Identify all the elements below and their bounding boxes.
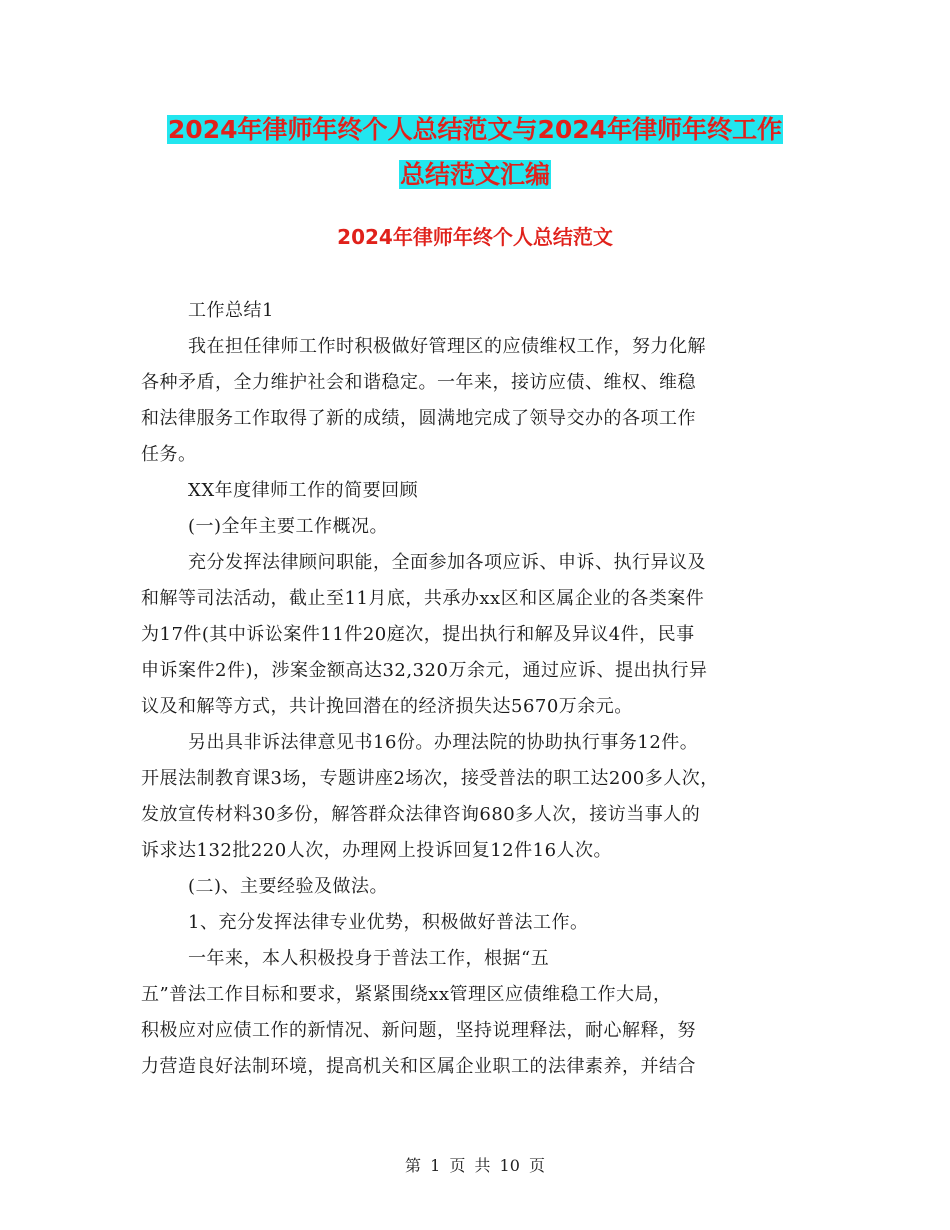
paragraph-line: 议及和解等方式，共计挽回潜在的经济损失达5670万余元。 bbox=[141, 696, 633, 717]
page-footer: 第 1 页 共 10 页 bbox=[405, 1156, 545, 1175]
document-title-highlight-1: 2024年律师年终个人总结范文与2024年律师年终工作 bbox=[167, 115, 783, 144]
paragraph-line: 充分发挥法律顾问职能，全面参加各项应诉、申诉、执行异议及 bbox=[188, 552, 706, 573]
paragraph-line: 积极应对应债工作的新情况、新问题，坚持说理释法，耐心解释，努 bbox=[141, 1020, 696, 1041]
paragraph-line: XX年度律师工作的简要回顾 bbox=[188, 480, 419, 501]
document-body bbox=[141, 293, 821, 1085]
paragraph-line: 开展法制教育课3场，专题讲座2场次，接受普法的职工达200多人次， bbox=[141, 768, 719, 789]
paragraph-line: 发放宣传材料30多份，解答群众法律咨询680多人次，接访当事人的 bbox=[141, 804, 701, 825]
section-title: 2024年律师年终个人总结范文 bbox=[337, 225, 613, 249]
paragraph-line: 1、充分发挥法律专业优势，积极做好普法工作。 bbox=[188, 912, 589, 933]
paragraph-line: (二)、主要经验及做法。 bbox=[188, 876, 389, 897]
paragraph-line: 诉求达132批220人次，办理网上投诉回复12件16人次。 bbox=[141, 840, 613, 861]
paragraph-line: 任务。 bbox=[141, 444, 197, 465]
paragraph-line: 五”普法工作目标和要求，紧紧围绕xx管理区应债维稳工作大局， bbox=[141, 984, 672, 1005]
paragraph-line: 一年来，本人积极投身于普法工作，根据“五 bbox=[188, 948, 550, 969]
paragraph-line: 工作总结1 bbox=[188, 300, 274, 321]
document-title-line-2 bbox=[0, 158, 950, 192]
paragraph-line: 申诉案件2件)，涉案金额高达32,320万余元，通过应诉、提出执行异 bbox=[141, 660, 708, 681]
paragraph-line: 另出具非诉法律意见书16份。办理法院的协助执行事务12件。 bbox=[188, 732, 699, 753]
paragraph-line: 和法律服务工作取得了新的成绩，圆满地完成了领导交办的各项工作 bbox=[141, 408, 696, 429]
paragraph-line: (一)全年主要工作概况。 bbox=[188, 516, 389, 537]
paragraph-line: 各种矛盾，全力维护社会和谐稳定。一年来，接访应债、维权、维稳 bbox=[141, 372, 696, 393]
document-title-highlight-2: 总结范文汇编 bbox=[399, 160, 550, 189]
paragraph-line: 为17件(其中诉讼案件11件20庭次，提出执行和解及异议4件，民事 bbox=[141, 624, 695, 645]
paragraph-line: 我在担任律师工作时积极做好管理区的应债维权工作，努力化解 bbox=[188, 336, 706, 357]
document-title-line-1 bbox=[0, 113, 950, 147]
paragraph-line: 和解等司法活动，截止至11月底，共承办xx区和区属企业的各类案件 bbox=[141, 588, 705, 609]
paragraph-line: 力营造良好法制环境，提高机关和区属企业职工的法律素养，并结合 bbox=[141, 1056, 696, 1077]
